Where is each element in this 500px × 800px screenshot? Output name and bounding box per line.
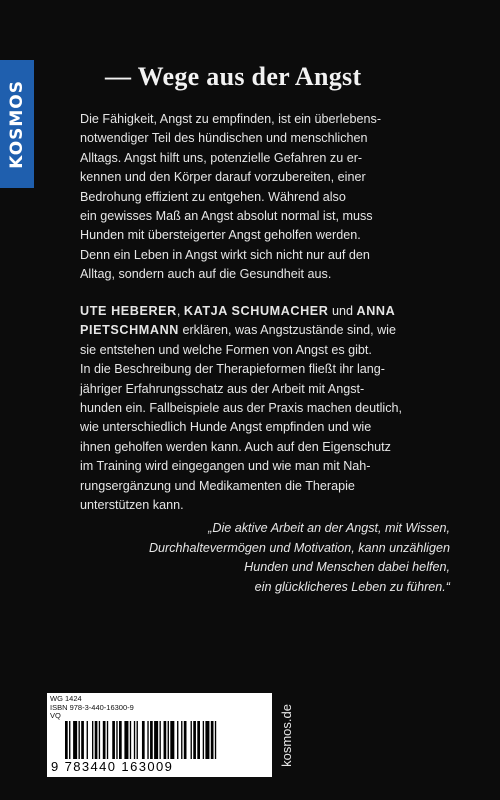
authors-line: im Training wird eingegangen und wie man mit Nah- <box>80 459 371 474</box>
barcode-bar <box>107 721 108 759</box>
vq-code: VQ <box>50 711 61 720</box>
authors-line <box>80 302 460 321</box>
barcode-bar <box>160 721 161 759</box>
kosmos-logo <box>0 60 34 188</box>
barcode-bar <box>134 721 135 759</box>
barcode-bar <box>124 721 128 759</box>
separator: und <box>328 304 357 318</box>
intro-line: Denn ein Leben in Angst wirkt sich nicht nur auf den <box>80 247 370 262</box>
intro-line: ein gewisses Maß an Angst absolut normal ist, muss <box>80 209 373 224</box>
barcode-bar <box>130 721 131 759</box>
barcode-icon <box>65 721 265 759</box>
authors-line: In die Beschreibung der Therapieformen fließt ihr lang- <box>80 362 385 377</box>
barcode-bar <box>116 721 117 759</box>
quote-line: Durchhaltevermögen und Motivation, kann unzähligen <box>148 540 450 555</box>
barcode-bar <box>177 721 178 759</box>
intro-line: Bedrohung effizient zu entgehen. Während also <box>80 189 346 204</box>
barcode-bar <box>119 721 122 759</box>
barcode-bar <box>193 721 196 759</box>
barcode-bar <box>170 721 174 759</box>
quote-block <box>95 519 450 597</box>
barcode-bar <box>147 721 148 759</box>
quote-line: ein glücklicheres Leben zu führen.“ <box>254 579 450 594</box>
isbn-text: ISBN 978-3-440-16300-9 <box>50 702 134 712</box>
barcode-bar <box>215 721 216 759</box>
intro-paragraph <box>80 110 460 285</box>
barcode-bar <box>150 721 153 759</box>
intro-line: notwendiger Teil des hündischen und menschlichen <box>80 131 368 146</box>
intro-line: Alltag, sondern auch auf die Gesundheit aus. <box>80 267 332 282</box>
barcode-bar <box>184 721 187 759</box>
intro-line: kennen und den Körper darauf vorzubereiten, einer <box>80 170 366 185</box>
barcode-bar <box>203 721 204 759</box>
separator: , <box>176 304 184 318</box>
barcode-bar <box>112 721 115 759</box>
quote-line: Hunden und Menschen dabei helfen, <box>244 560 450 575</box>
intro-line: Alltags. Angst hilft uns, potenzielle Gefahren zu er- <box>80 150 363 165</box>
barcode-bar <box>103 721 106 759</box>
barcode-bar <box>197 721 200 759</box>
authors-line <box>80 321 460 340</box>
website-text: kosmos.de <box>278 703 294 767</box>
authors-line: rungsergänzung und Medikamenten die Therapie <box>80 478 355 493</box>
barcode-bar <box>211 721 214 759</box>
barcode-bar <box>191 721 192 759</box>
author-name: KATJA SCHUMACHER <box>183 304 329 318</box>
barcode-bar <box>65 721 68 759</box>
barcode-bar <box>95 721 98 759</box>
barcode-digits: 9 783440 163009 <box>51 759 174 774</box>
author-name: ANNA <box>356 304 396 318</box>
wg-code: WG 1424 <box>50 694 82 703</box>
barcode-bar <box>92 721 93 759</box>
barcode-bar <box>69 721 70 759</box>
authors-text: erklären, was Angstzustände sind, wie <box>178 323 396 338</box>
authors-line: unterstützen kann. <box>80 498 184 513</box>
barcode-bar <box>79 721 80 759</box>
barcode-bar <box>87 721 88 759</box>
authors-paragraph <box>80 302 460 515</box>
barcode-bar <box>99 721 100 759</box>
barcode-bar <box>164 721 167 759</box>
authors-line: ihnen geholfen werden kann. Auch auf den Eigenschutz <box>80 439 391 454</box>
barcode-bar <box>137 721 138 759</box>
authors-line: jähriger Erfahrungsschatz aus der Arbeit mit Angst- <box>80 381 365 396</box>
authors-line: hunden ein. Fallbeispiele aus der Praxis machen deutlich, <box>80 401 403 416</box>
barcode-bar <box>81 721 84 759</box>
book-title: — Wege aus der Angst <box>105 62 362 91</box>
intro-line: Hunden mit übersteigerter Angst geholfen werden. <box>80 228 361 243</box>
barcode-bar <box>73 721 77 759</box>
brand-name: KOSMOS <box>7 79 27 169</box>
barcode-bar <box>205 721 209 759</box>
product-codes <box>50 695 134 721</box>
author-name: PIETSCHMANN <box>80 323 179 338</box>
barcode-box <box>47 693 272 777</box>
intro-line: Die Fähigkeit, Angst zu empfinden, ist ein überlebens- <box>80 112 382 126</box>
barcode-bar <box>168 721 169 759</box>
authors-line: wie unterschiedlich Hunde Angst empfinden und wie <box>80 420 372 435</box>
website-url <box>276 690 296 780</box>
barcode-bar <box>142 721 145 759</box>
authors-line: sie entstehen und welche Formen von Angst es gibt. <box>80 342 372 357</box>
barcode-bar <box>181 721 182 759</box>
quote-line: „Die aktive Arbeit an der Angst, mit Wissen, <box>208 521 450 535</box>
barcode-bar <box>154 721 158 759</box>
author-name: UTE HEBERER <box>80 304 177 318</box>
